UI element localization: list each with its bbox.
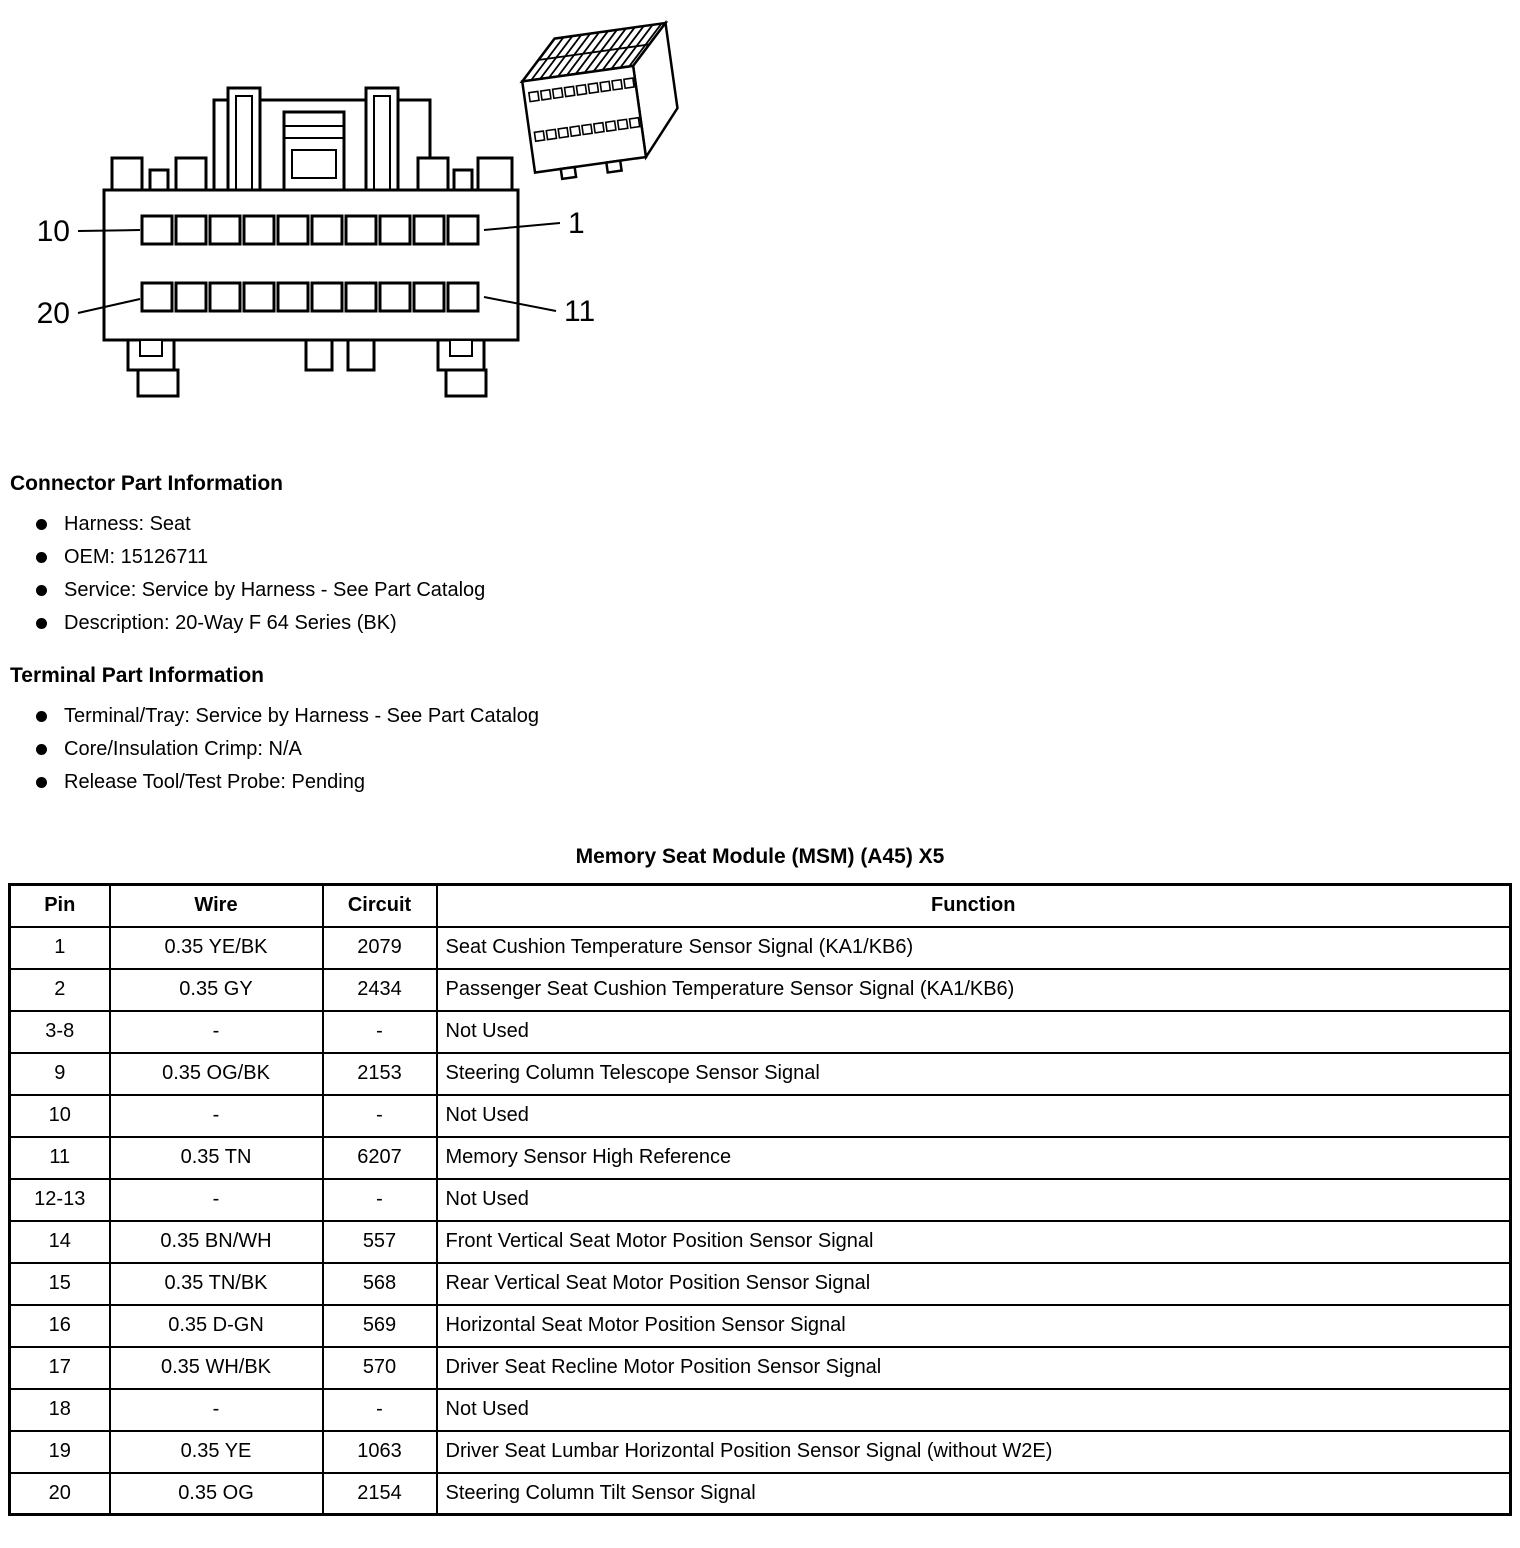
wire-cell: 0.35 BN/WH xyxy=(110,1221,323,1263)
table-row xyxy=(10,1263,1511,1305)
list-item xyxy=(0,574,1520,607)
pin-cell: 17 xyxy=(10,1347,110,1389)
list-item-text: OEM: 15126711 xyxy=(64,546,209,568)
pin-1-label: 1 xyxy=(568,207,585,240)
bullet-icon xyxy=(36,618,47,629)
circuit-column-header: Circuit xyxy=(323,885,437,927)
function-cell: Steering Column Tilt Sensor Signal xyxy=(437,1473,1511,1515)
circuit-cell: - xyxy=(323,1011,437,1053)
circuit-cell: 569 xyxy=(323,1305,437,1347)
pin-10-label: 10 xyxy=(36,215,70,248)
pin-cell: 16 xyxy=(10,1305,110,1347)
table-row xyxy=(10,1137,1511,1179)
function-cell: Not Used xyxy=(437,1095,1511,1137)
terminal-part-info-list xyxy=(0,700,1520,799)
function-column-header: Function xyxy=(437,885,1511,927)
circuit-cell: 570 xyxy=(323,1347,437,1389)
list-item-text: Release Tool/Test Probe: Pending xyxy=(64,771,365,793)
terminal-part-info-heading: Terminal Part Information xyxy=(10,664,264,687)
connector-pinout-figure xyxy=(0,0,1520,448)
circuit-cell: 1063 xyxy=(323,1431,437,1473)
table-row xyxy=(10,1011,1511,1053)
table-row xyxy=(10,1305,1511,1347)
table-row xyxy=(10,1053,1511,1095)
table-title: Memory Seat Module (MSM) (A45) X5 xyxy=(575,845,945,868)
wire-cell: 0.35 TN/BK xyxy=(110,1263,323,1305)
connector-part-info-heading: Connector Part Information xyxy=(10,472,284,495)
pinout-table xyxy=(8,883,1512,1516)
list-item-text: Harness: Seat xyxy=(64,513,191,535)
bullet-icon xyxy=(36,711,47,722)
list-item-text: Service: Service by Harness - See Part Catalog xyxy=(64,579,486,601)
function-cell: Horizontal Seat Motor Position Sensor Signal xyxy=(437,1305,1511,1347)
function-cell: Not Used xyxy=(437,1011,1511,1053)
pin-column-header: Pin xyxy=(10,885,110,927)
table-row xyxy=(10,927,1511,969)
list-item-text: Terminal/Tray: Service by Harness - See Part Catalog xyxy=(64,705,539,727)
pin-cell: 2 xyxy=(10,969,110,1011)
function-cell: Not Used xyxy=(437,1389,1511,1431)
circuit-cell: - xyxy=(323,1095,437,1137)
function-cell: Memory Sensor High Reference xyxy=(437,1137,1511,1179)
wire-cell: - xyxy=(110,1095,323,1137)
pin-cell: 20 xyxy=(10,1473,110,1515)
function-cell: Passenger Seat Cushion Temperature Sensor Signal (KA1/KB6) xyxy=(437,969,1511,1011)
list-item xyxy=(0,508,1520,541)
circuit-cell: 6207 xyxy=(323,1137,437,1179)
pin-cell: 12-13 xyxy=(10,1179,110,1221)
table-row xyxy=(10,1389,1511,1431)
function-cell: Rear Vertical Seat Motor Position Sensor Signal xyxy=(437,1263,1511,1305)
pin-cell: 10 xyxy=(10,1095,110,1137)
list-item xyxy=(0,541,1520,574)
list-item xyxy=(0,766,1520,799)
connector-3d-view-diagram xyxy=(517,23,685,183)
wire-cell: 0.35 YE/BK xyxy=(110,927,323,969)
wire-cell: 0.35 TN xyxy=(110,1137,323,1179)
wire-cell: - xyxy=(110,1179,323,1221)
function-cell: Driver Seat Lumbar Horizontal Position Sensor Signal (without W2E) xyxy=(437,1431,1511,1473)
pin-cell: 18 xyxy=(10,1389,110,1431)
bullet-icon xyxy=(36,744,47,755)
circuit-cell: 2154 xyxy=(323,1473,437,1515)
circuit-cell: - xyxy=(323,1389,437,1431)
function-cell: Driver Seat Recline Motor Position Sensor Signal xyxy=(437,1347,1511,1389)
table-body xyxy=(10,927,1511,1515)
list-item xyxy=(0,733,1520,766)
circuit-cell: - xyxy=(323,1179,437,1221)
pin-cell: 19 xyxy=(10,1431,110,1473)
wire-cell: 0.35 WH/BK xyxy=(110,1347,323,1389)
wire-cell: - xyxy=(110,1389,323,1431)
list-item xyxy=(0,607,1520,640)
bullet-icon xyxy=(36,585,47,596)
function-cell: Steering Column Telescope Sensor Signal xyxy=(437,1053,1511,1095)
circuit-cell: 2434 xyxy=(323,969,437,1011)
list-item-text: Core/Insulation Crimp: N/A xyxy=(64,738,302,760)
wire-cell: 0.35 OG xyxy=(110,1473,323,1515)
circuit-cell: 568 xyxy=(323,1263,437,1305)
bullet-icon xyxy=(36,777,47,788)
pin-cell: 9 xyxy=(10,1053,110,1095)
list-item-text: Description: 20-Way F 64 Series (BK) xyxy=(64,612,397,634)
function-cell: Front Vertical Seat Motor Position Sensor Signal xyxy=(437,1221,1511,1263)
pin-11-label: 11 xyxy=(564,295,596,328)
table-row xyxy=(10,969,1511,1011)
table-row xyxy=(10,1473,1511,1515)
connector-part-info-list xyxy=(0,508,1520,640)
circuit-cell: 2153 xyxy=(323,1053,437,1095)
pin-cell: 14 xyxy=(10,1221,110,1263)
table-row xyxy=(10,1431,1511,1473)
pin-cell: 15 xyxy=(10,1263,110,1305)
function-cell: Not Used xyxy=(437,1179,1511,1221)
pin-20-label: 20 xyxy=(36,297,70,330)
pin-cell: 11 xyxy=(10,1137,110,1179)
pin-cell: 1 xyxy=(10,927,110,969)
connector-front-view-diagram xyxy=(104,88,518,396)
wire-cell: 0.35 YE xyxy=(110,1431,323,1473)
wire-cell: 0.35 D-GN xyxy=(110,1305,323,1347)
bullet-icon xyxy=(36,552,47,563)
table-row xyxy=(10,1347,1511,1389)
wire-cell: - xyxy=(110,1011,323,1053)
function-cell: Seat Cushion Temperature Sensor Signal (KA1/KB6) xyxy=(437,927,1511,969)
table-header-row xyxy=(10,885,1511,927)
circuit-cell: 557 xyxy=(323,1221,437,1263)
table-row xyxy=(10,1179,1511,1221)
wire-column-header: Wire xyxy=(110,885,323,927)
wire-cell: 0.35 GY xyxy=(110,969,323,1011)
pin-cell: 3-8 xyxy=(10,1011,110,1053)
wire-cell: 0.35 OG/BK xyxy=(110,1053,323,1095)
list-item xyxy=(0,700,1520,733)
table-row xyxy=(10,1221,1511,1263)
circuit-cell: 2079 xyxy=(323,927,437,969)
bullet-icon xyxy=(36,519,47,530)
table-row xyxy=(10,1095,1511,1137)
